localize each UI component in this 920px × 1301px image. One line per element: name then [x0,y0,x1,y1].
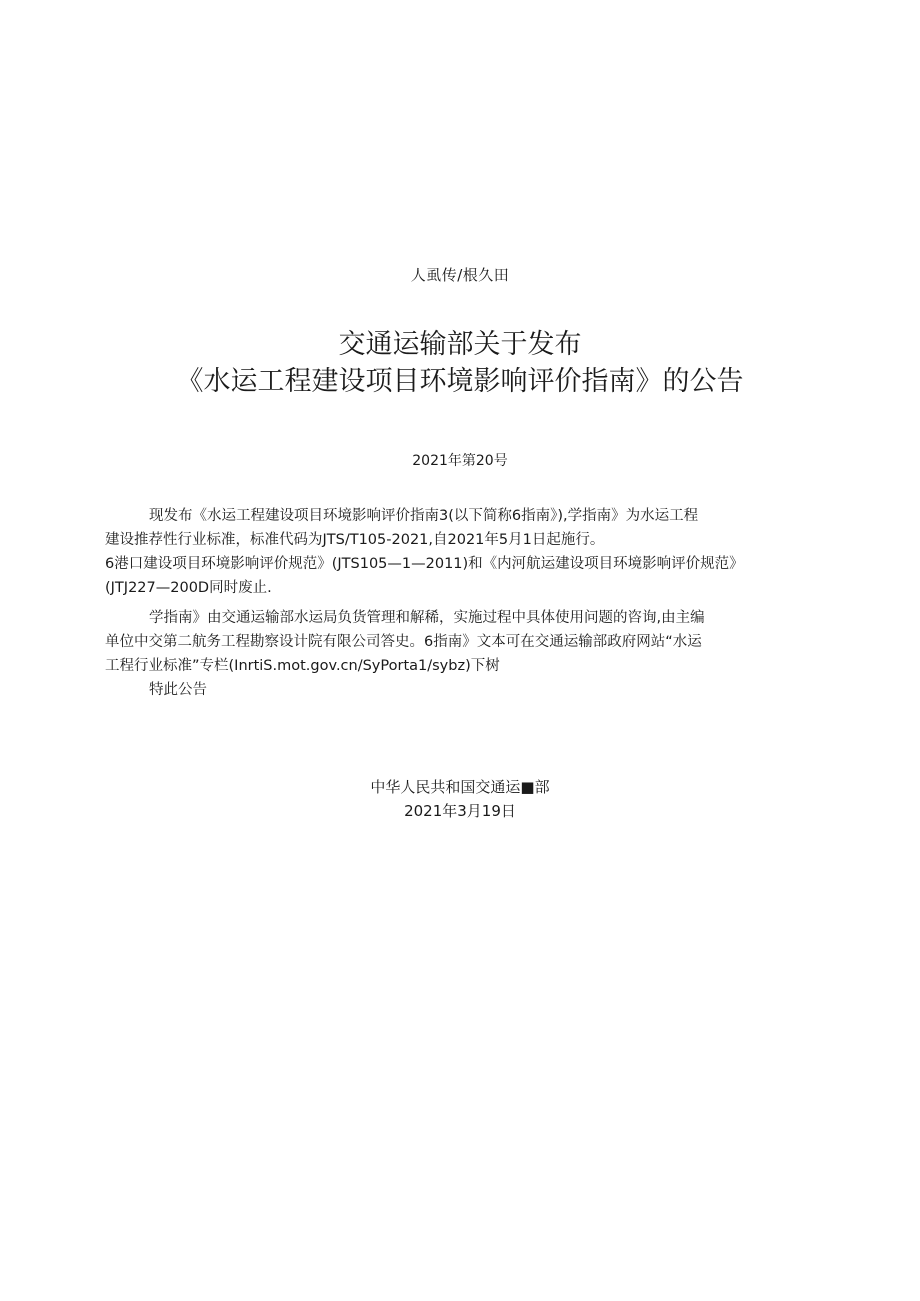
document-number: 2021年第20号 [412,453,508,469]
paragraph-1-line-3: 6港口建设项目环境影响评价规范》(JTS105—1—2011)和《内河航运建设项目环境影响评价规范》 [105,556,744,572]
paragraph-1-line-2: 建设推荐性行业标准，标准代码为JTS/T105-2021,自2021年5月1日起施行。 [105,532,605,548]
paragraph-2-line-3: 工程行业标准”专栏(InrtiS.mot.gov.cn∕SyPorta1∕sybz)下树 [105,658,500,674]
document-title [0,326,920,400]
title-line-2: 《水运工程建设项目环境影响评价指南》的公告 [176,366,744,397]
signature-org: 中华人民共和国交通运■部 [370,778,550,796]
paragraph-1-line-1: 现发布《水运工程建设项目环境影响评价指南3(以下简称6指南》),学指南》为水运工程 [149,508,699,524]
paragraph-2-line-1: 学指南》由交通运输部水运局负货管理和解稀，实施过程中具体使用问题的咨询,由主编 [149,610,705,626]
document-body [105,504,817,702]
paragraph-2-line-2: 单位中交第二航务工程勘察设计院有限公司答史。6指南》文本可在交通运输部政府网站“水运 [105,634,702,650]
paragraph-3: 特此公告 [149,682,207,698]
signature-block [0,775,920,823]
signature-date: 2021年3月19日 [404,802,516,820]
header-mark: 人虱传/根久田 [410,266,510,284]
title-line-1: 交通运输部关于发布 [338,329,582,360]
paragraph-1-line-4: (JTJ227—200D同时废止. [105,580,272,596]
